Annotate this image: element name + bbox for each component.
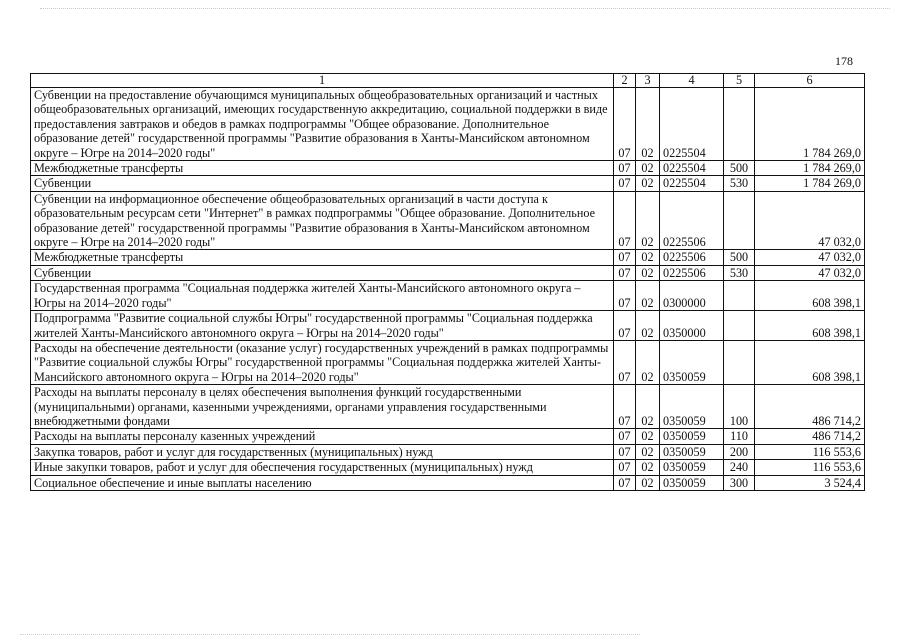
row-subsection: 02 — [636, 250, 660, 265]
row-subsection: 02 — [636, 385, 660, 429]
header-col-2: 2 — [614, 74, 636, 88]
row-section: 07 — [614, 460, 636, 475]
table-row — [31, 265, 865, 280]
row-name: Закупка товаров, работ и услуг для государственных (муниципальных) нужд — [31, 444, 614, 459]
row-expense-type: 110 — [724, 429, 755, 444]
row-expense-type: 240 — [724, 460, 755, 475]
table-row — [31, 176, 865, 191]
row-section: 07 — [614, 429, 636, 444]
row-section: 07 — [614, 444, 636, 459]
header-col-3: 3 — [636, 74, 660, 88]
row-subsection: 02 — [636, 460, 660, 475]
row-expense-type: 500 — [724, 250, 755, 265]
table-row — [31, 385, 865, 429]
row-expense-type — [724, 340, 755, 384]
row-target-article: 0350059 — [660, 385, 724, 429]
row-amount: 1 784 269,0 — [755, 176, 865, 191]
row-amount: 47 032,0 — [755, 265, 865, 280]
row-name: Подпрограмма "Развитие социальной службы Югры" государственной программы "Социальная поддержка жителей Ханты-Мансийского автономного округа – Югры на 2014–2020 годы" — [31, 311, 614, 341]
row-section: 07 — [614, 265, 636, 280]
row-target-article: 0225504 — [660, 88, 724, 161]
row-expense-type: 530 — [724, 265, 755, 280]
row-target-article: 0225506 — [660, 265, 724, 280]
row-name: Социальное обеспечение и иные выплаты населению — [31, 475, 614, 490]
row-expense-type: 530 — [724, 176, 755, 191]
row-expense-type: 500 — [724, 161, 755, 176]
row-name: Государственная программа "Социальная поддержка жителей Ханты-Мансийского автономного округа – Югры на 2014–2020 годы" — [31, 281, 614, 311]
header-col-5: 5 — [724, 74, 755, 88]
row-section: 07 — [614, 475, 636, 490]
row-target-article: 0350059 — [660, 340, 724, 384]
table-row — [31, 191, 865, 250]
row-subsection: 02 — [636, 176, 660, 191]
row-section: 07 — [614, 311, 636, 341]
header-col-1: 1 — [31, 74, 614, 88]
table-row — [31, 460, 865, 475]
row-target-article: 0225506 — [660, 191, 724, 250]
table-row — [31, 429, 865, 444]
row-section: 07 — [614, 176, 636, 191]
row-expense-type — [724, 281, 755, 311]
row-subsection: 02 — [636, 475, 660, 490]
row-name: Расходы на обеспечение деятельности (оказание услуг) государственных учреждений в рамках подпрограммы "Развитие социальной службы Югры" государственной программы "Социальная поддержка жителей Ханты-Мансийского автономного округа – Югры на 2014–2020 годы" — [31, 340, 614, 384]
table-body — [31, 88, 865, 491]
page-number: 178 — [835, 54, 853, 68]
row-amount: 1 784 269,0 — [755, 161, 865, 176]
budget-table — [30, 73, 865, 491]
row-target-article: 0350000 — [660, 311, 724, 341]
table-row — [31, 475, 865, 490]
row-amount: 3 524,4 — [755, 475, 865, 490]
row-subsection: 02 — [636, 281, 660, 311]
row-target-article: 0350059 — [660, 475, 724, 490]
row-amount: 608 398,1 — [755, 340, 865, 384]
row-section: 07 — [614, 161, 636, 176]
row-amount: 47 032,0 — [755, 191, 865, 250]
row-subsection: 02 — [636, 444, 660, 459]
scan-edge-top — [40, 8, 890, 10]
row-amount: 116 553,6 — [755, 460, 865, 475]
row-target-article: 0350059 — [660, 460, 724, 475]
row-target-article: 0225506 — [660, 250, 724, 265]
row-subsection: 02 — [636, 311, 660, 341]
row-expense-type — [724, 191, 755, 250]
row-name: Расходы на выплаты персоналу казенных учреждений — [31, 429, 614, 444]
row-subsection: 02 — [636, 340, 660, 384]
row-expense-type: 100 — [724, 385, 755, 429]
table-row — [31, 88, 865, 161]
table-row — [31, 161, 865, 176]
row-amount: 608 398,1 — [755, 281, 865, 311]
row-name: Субвенции — [31, 265, 614, 280]
row-subsection: 02 — [636, 161, 660, 176]
table-row — [31, 444, 865, 459]
row-subsection: 02 — [636, 191, 660, 250]
row-amount: 608 398,1 — [755, 311, 865, 341]
row-target-article: 0350059 — [660, 444, 724, 459]
row-amount: 486 714,2 — [755, 429, 865, 444]
row-section: 07 — [614, 281, 636, 311]
row-name: Расходы на выплаты персоналу в целях обеспечения выполнения функций государственными (муниципальными) органами, казенными учреждениями, органами управления государственными внебюджетными фондами — [31, 385, 614, 429]
row-expense-type: 300 — [724, 475, 755, 490]
row-section: 07 — [614, 250, 636, 265]
row-name: Иные закупки товаров, работ и услуг для обеспечения государственных (муниципальных) нужд — [31, 460, 614, 475]
row-section: 07 — [614, 385, 636, 429]
row-name: Субвенции — [31, 176, 614, 191]
row-name: Субвенции на предоставление обучающимся муниципальных общеобразовательных организаций и частных общеобразовательных организаций, имеющих государственную аккредитацию, социальной поддержки в виде предоставления завтраков и обедов в рамках подпрограммы "Общее образование. Дополнительное образование детей" государственной программы "Развитие образования в Ханты-Мансийском автономном округе – Югре на 2014–2020 годы" — [31, 88, 614, 161]
row-section: 07 — [614, 88, 636, 161]
row-subsection: 02 — [636, 429, 660, 444]
table-row — [31, 311, 865, 341]
table-row — [31, 250, 865, 265]
row-target-article: 0225504 — [660, 176, 724, 191]
row-amount: 1 784 269,0 — [755, 88, 865, 161]
row-name: Субвенции на информационное обеспечение общеобразовательных организаций в части доступа к образовательным ресурсам сети "Интернет" в рамках подпрограммы "Общее образование. Дополнительное образование детей" государственной программы "Развитие образования в Ханты-Мансийском автономном округе – Югре на 2014–2020 годы" — [31, 191, 614, 250]
row-section: 07 — [614, 340, 636, 384]
header-col-4: 4 — [660, 74, 724, 88]
header-col-6: 6 — [755, 74, 865, 88]
row-expense-type — [724, 311, 755, 341]
row-subsection: 02 — [636, 265, 660, 280]
row-amount: 486 714,2 — [755, 385, 865, 429]
row-target-article: 0225504 — [660, 161, 724, 176]
row-amount: 116 553,6 — [755, 444, 865, 459]
table-row — [31, 281, 865, 311]
row-target-article: 0300000 — [660, 281, 724, 311]
row-subsection: 02 — [636, 88, 660, 161]
scan-edge-bottom — [20, 634, 640, 636]
table-header-row — [31, 74, 865, 88]
row-target-article: 0350059 — [660, 429, 724, 444]
row-name: Межбюджетные трансферты — [31, 250, 614, 265]
row-name: Межбюджетные трансферты — [31, 161, 614, 176]
row-section: 07 — [614, 191, 636, 250]
row-expense-type — [724, 88, 755, 161]
row-expense-type: 200 — [724, 444, 755, 459]
row-amount: 47 032,0 — [755, 250, 865, 265]
table-row — [31, 340, 865, 384]
